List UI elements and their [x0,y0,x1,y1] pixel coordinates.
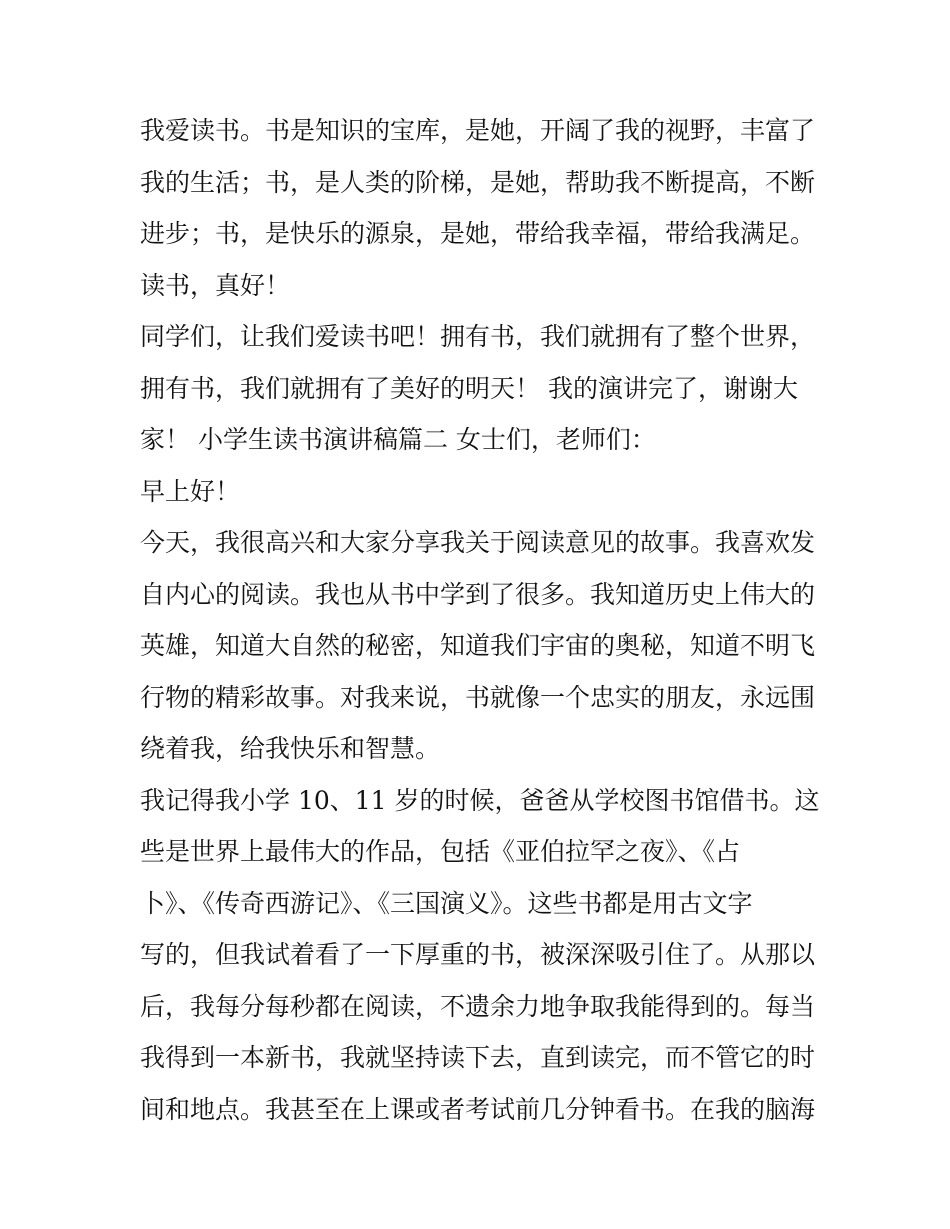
text-line: 绕着我，给我快乐和智慧。 [140,734,441,763]
text-line: 早上好！ [140,476,241,506]
text-line: 拥有书，我们就拥有了美好的明天！ 我的演讲完了，谢谢大 [140,373,798,403]
text-line: 家！ 小学生读书演讲稿篇二 女士们，老师们： [140,425,656,454]
text-line: 我记得我小学 10、11 岁的时候，爸爸从学校图书馆借书。这 [140,785,820,815]
document-body [140,105,820,1135]
text-line: 英雄，知道大自然的秘密，知道我们宇宙的奥秘，知道不明飞 [140,631,816,660]
text-line: 自内心的阅读。我也从书中学到了很多。我知道历史上伟大的 [140,579,816,609]
text-line: 间和地点。我甚至在上课或者考试前几分钟看书。在我的脑海 [140,1094,816,1124]
text-line: 读书，真好！ [140,270,291,300]
text-line: 写的，但我试着看了一下厚重的书，被深深吸引住了。从那以 [140,940,816,969]
text-line: 行物的精彩故事。对我来说，书就像一个忠实的朋友，永远围 [140,682,816,712]
text-line: 我得到一本新书，我就坚持读下去，直到读完，而不管它的时 [140,1043,816,1072]
text-line: 我的生活；书，是人类的阶梯，是她，帮助我不断提高，不断 [140,167,816,197]
text-line: 些是世界上最伟大的作品，包括《亚伯拉罕之夜》、《占 [140,837,741,866]
text-line: 后，我每分每秒都在阅读，不遗余力地争取我能得到的。每当 [140,991,816,1021]
text-line: 今天，我很高兴和大家分享我关于阅读意见的故事。我喜欢发 [140,528,816,557]
text-line: 同学们，让我们爱读书吧！拥有书，我们就拥有了整个世界， [140,322,816,351]
text-line: 我爱读书。书是知识的宝库，是她，开阔了我的视野，丰富了 [140,116,816,145]
text-line: 进步；书，是快乐的源泉，是她，带给我幸福，带给我满足。 [140,219,816,248]
text-line: 卜》、《传奇西游记》、《三国演义》。这些书都是用古文字 [140,888,753,918]
